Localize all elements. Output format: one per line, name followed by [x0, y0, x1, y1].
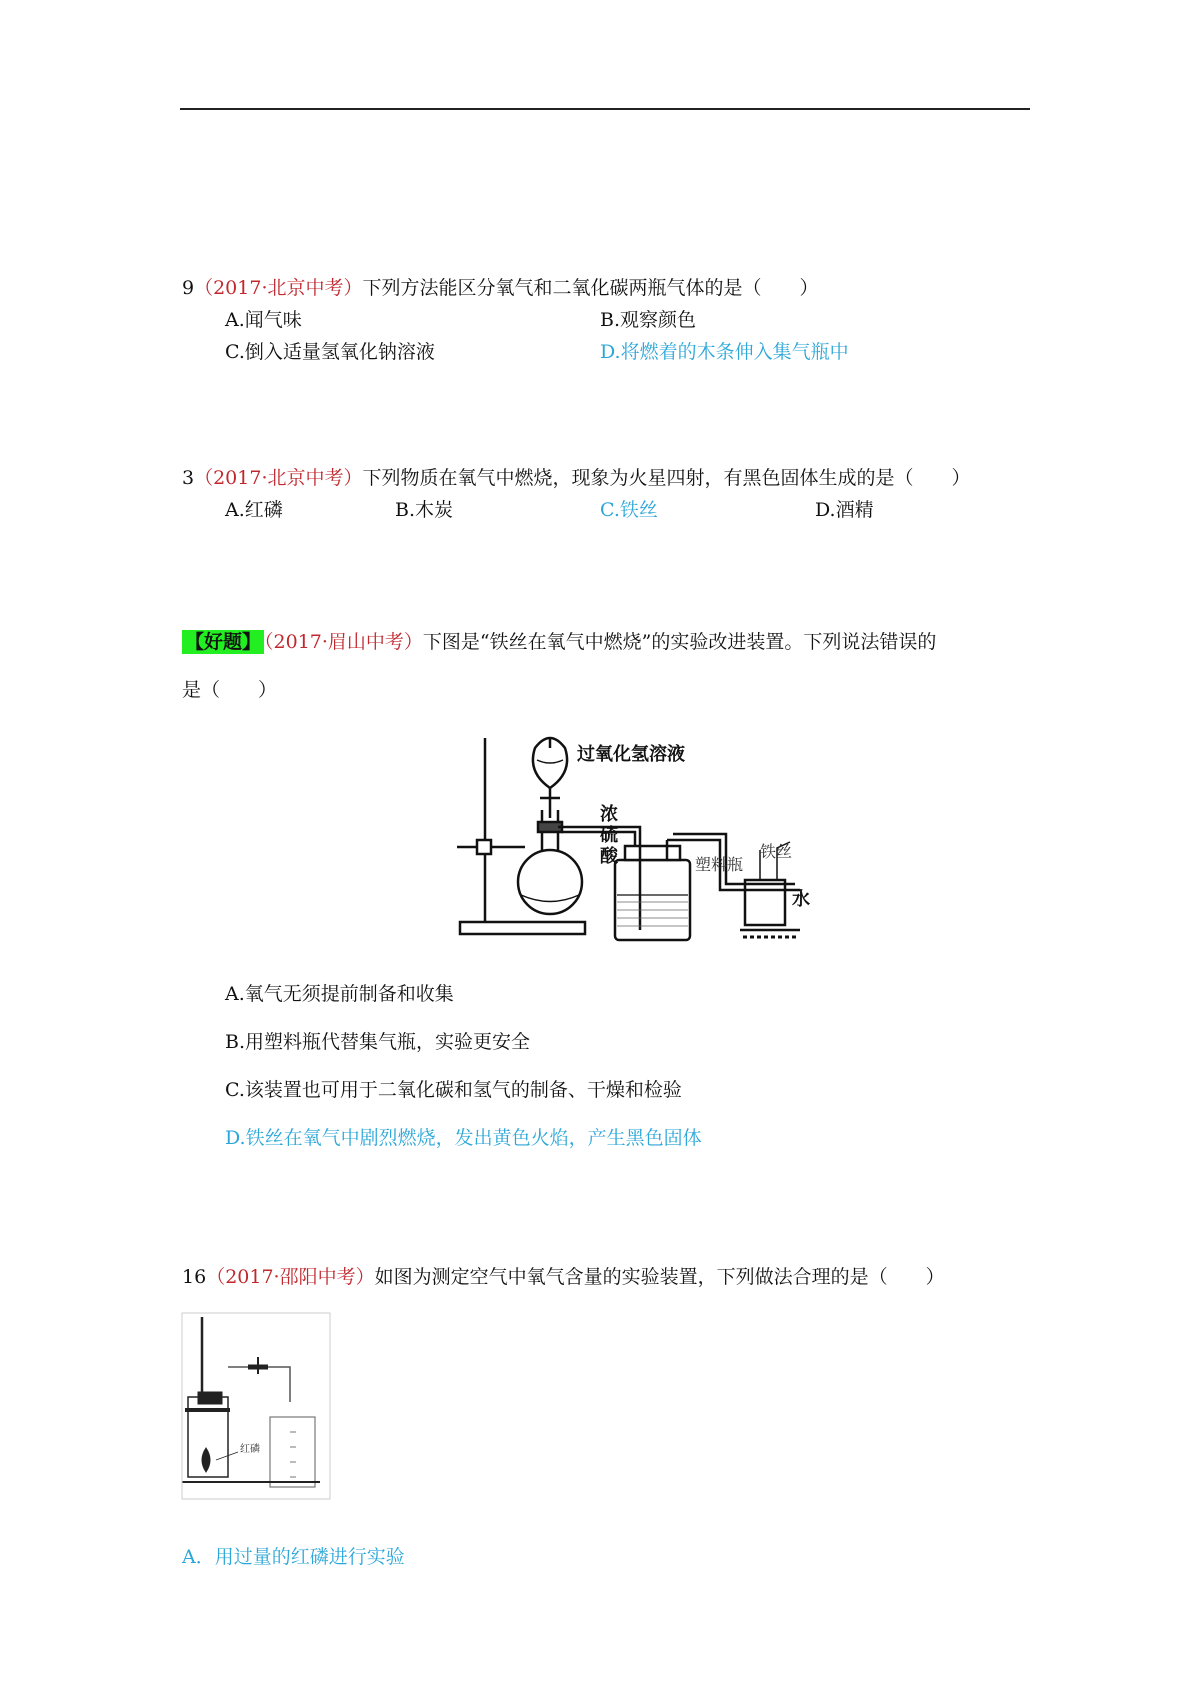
q-meishan-option-c[interactable]: C.该装置也可用于二氧化碳和氢气的制备、干燥和检验: [225, 1079, 682, 1101]
plastic-bottle: [745, 880, 785, 925]
q9-option-b[interactable]: B.观察颜色: [600, 309, 697, 331]
q9-number: 9: [182, 277, 195, 299]
q16-stem: [182, 1265, 945, 1289]
header-rule: [180, 108, 1030, 110]
phosphorus-flame: [202, 1448, 210, 1472]
q-meishan-option-a[interactable]: A.氧气无须提前制备和收集: [225, 983, 454, 1005]
q3-option-c[interactable]: C.铁丝: [600, 499, 658, 521]
q9-source: （2017·北京中考）: [194, 277, 363, 299]
plastic-bottle-label: 塑料瓶: [695, 855, 744, 874]
q-meishan-option-d[interactable]: D.铁丝在氧气中剧烈燃烧，发出黄色火焰，产生黑色固体: [225, 1127, 702, 1149]
q16-text: 如图为测定空气中氧气含量的实验装置，下列做法合理的是（ ）: [374, 1266, 945, 1288]
flask: [518, 850, 582, 914]
acid-label-2: 硫: [600, 825, 618, 846]
q3-source: （2017·北京中考）: [194, 467, 363, 489]
good-question-badge: 【好题】: [182, 630, 264, 654]
q3-number: 3: [182, 467, 195, 489]
q9-option-d[interactable]: D.将燃着的木条伸入集气瓶中: [600, 341, 849, 363]
oxygen-content-apparatus-figure: [180, 1312, 335, 1502]
q-meishan-stem: [182, 630, 936, 654]
q3-option-b[interactable]: B.木炭: [395, 499, 454, 521]
q3-text: 下列物质在氧气中燃烧，现象为火星四射，有黑色固体生成的是（ ）: [362, 467, 971, 489]
acid-label-1: 浓: [600, 804, 618, 825]
funnel-label: 过氧化氢溶液: [577, 744, 685, 765]
iron-wire-apparatus-figure: [455, 730, 830, 945]
q9-stem: [182, 276, 819, 300]
q9-option-a[interactable]: A.闻气味: [225, 309, 302, 331]
water-label: 水: [792, 889, 810, 910]
q16-source: （2017·邵阳中考）: [206, 1266, 375, 1288]
q-meishan-text: 下图是“铁丝在氧气中燃烧”的实验改进装置。下列说法错误的: [422, 631, 937, 653]
iron-wire-label: 铁丝: [760, 842, 793, 861]
stand-base: [460, 922, 585, 934]
q16-option-a[interactable]: A．用过量的红磷进行实验: [182, 1546, 405, 1568]
q3-option-a[interactable]: A.红磷: [225, 499, 283, 521]
q-meishan-stem-cont: 是（ ）: [182, 679, 278, 701]
q9-option-c[interactable]: C.倒入适量氢氧化钠溶液: [225, 341, 435, 363]
q16-number: 16: [182, 1266, 207, 1288]
q-meishan-source: （2017·眉山中考）: [264, 631, 423, 653]
q3-option-d[interactable]: D.酒精: [815, 499, 874, 521]
q9-text: 下列方法能区分氧气和二氧化碳两瓶气体的是（ ）: [362, 277, 819, 299]
drying-bottle: [615, 860, 690, 940]
q-meishan-option-b[interactable]: B.用塑料瓶代替集气瓶，实验更安全: [225, 1031, 531, 1053]
acid-label-3: 酸: [600, 846, 618, 867]
q3-stem: [182, 466, 971, 490]
red-phosphorus-label: 红磷: [240, 1444, 260, 1455]
